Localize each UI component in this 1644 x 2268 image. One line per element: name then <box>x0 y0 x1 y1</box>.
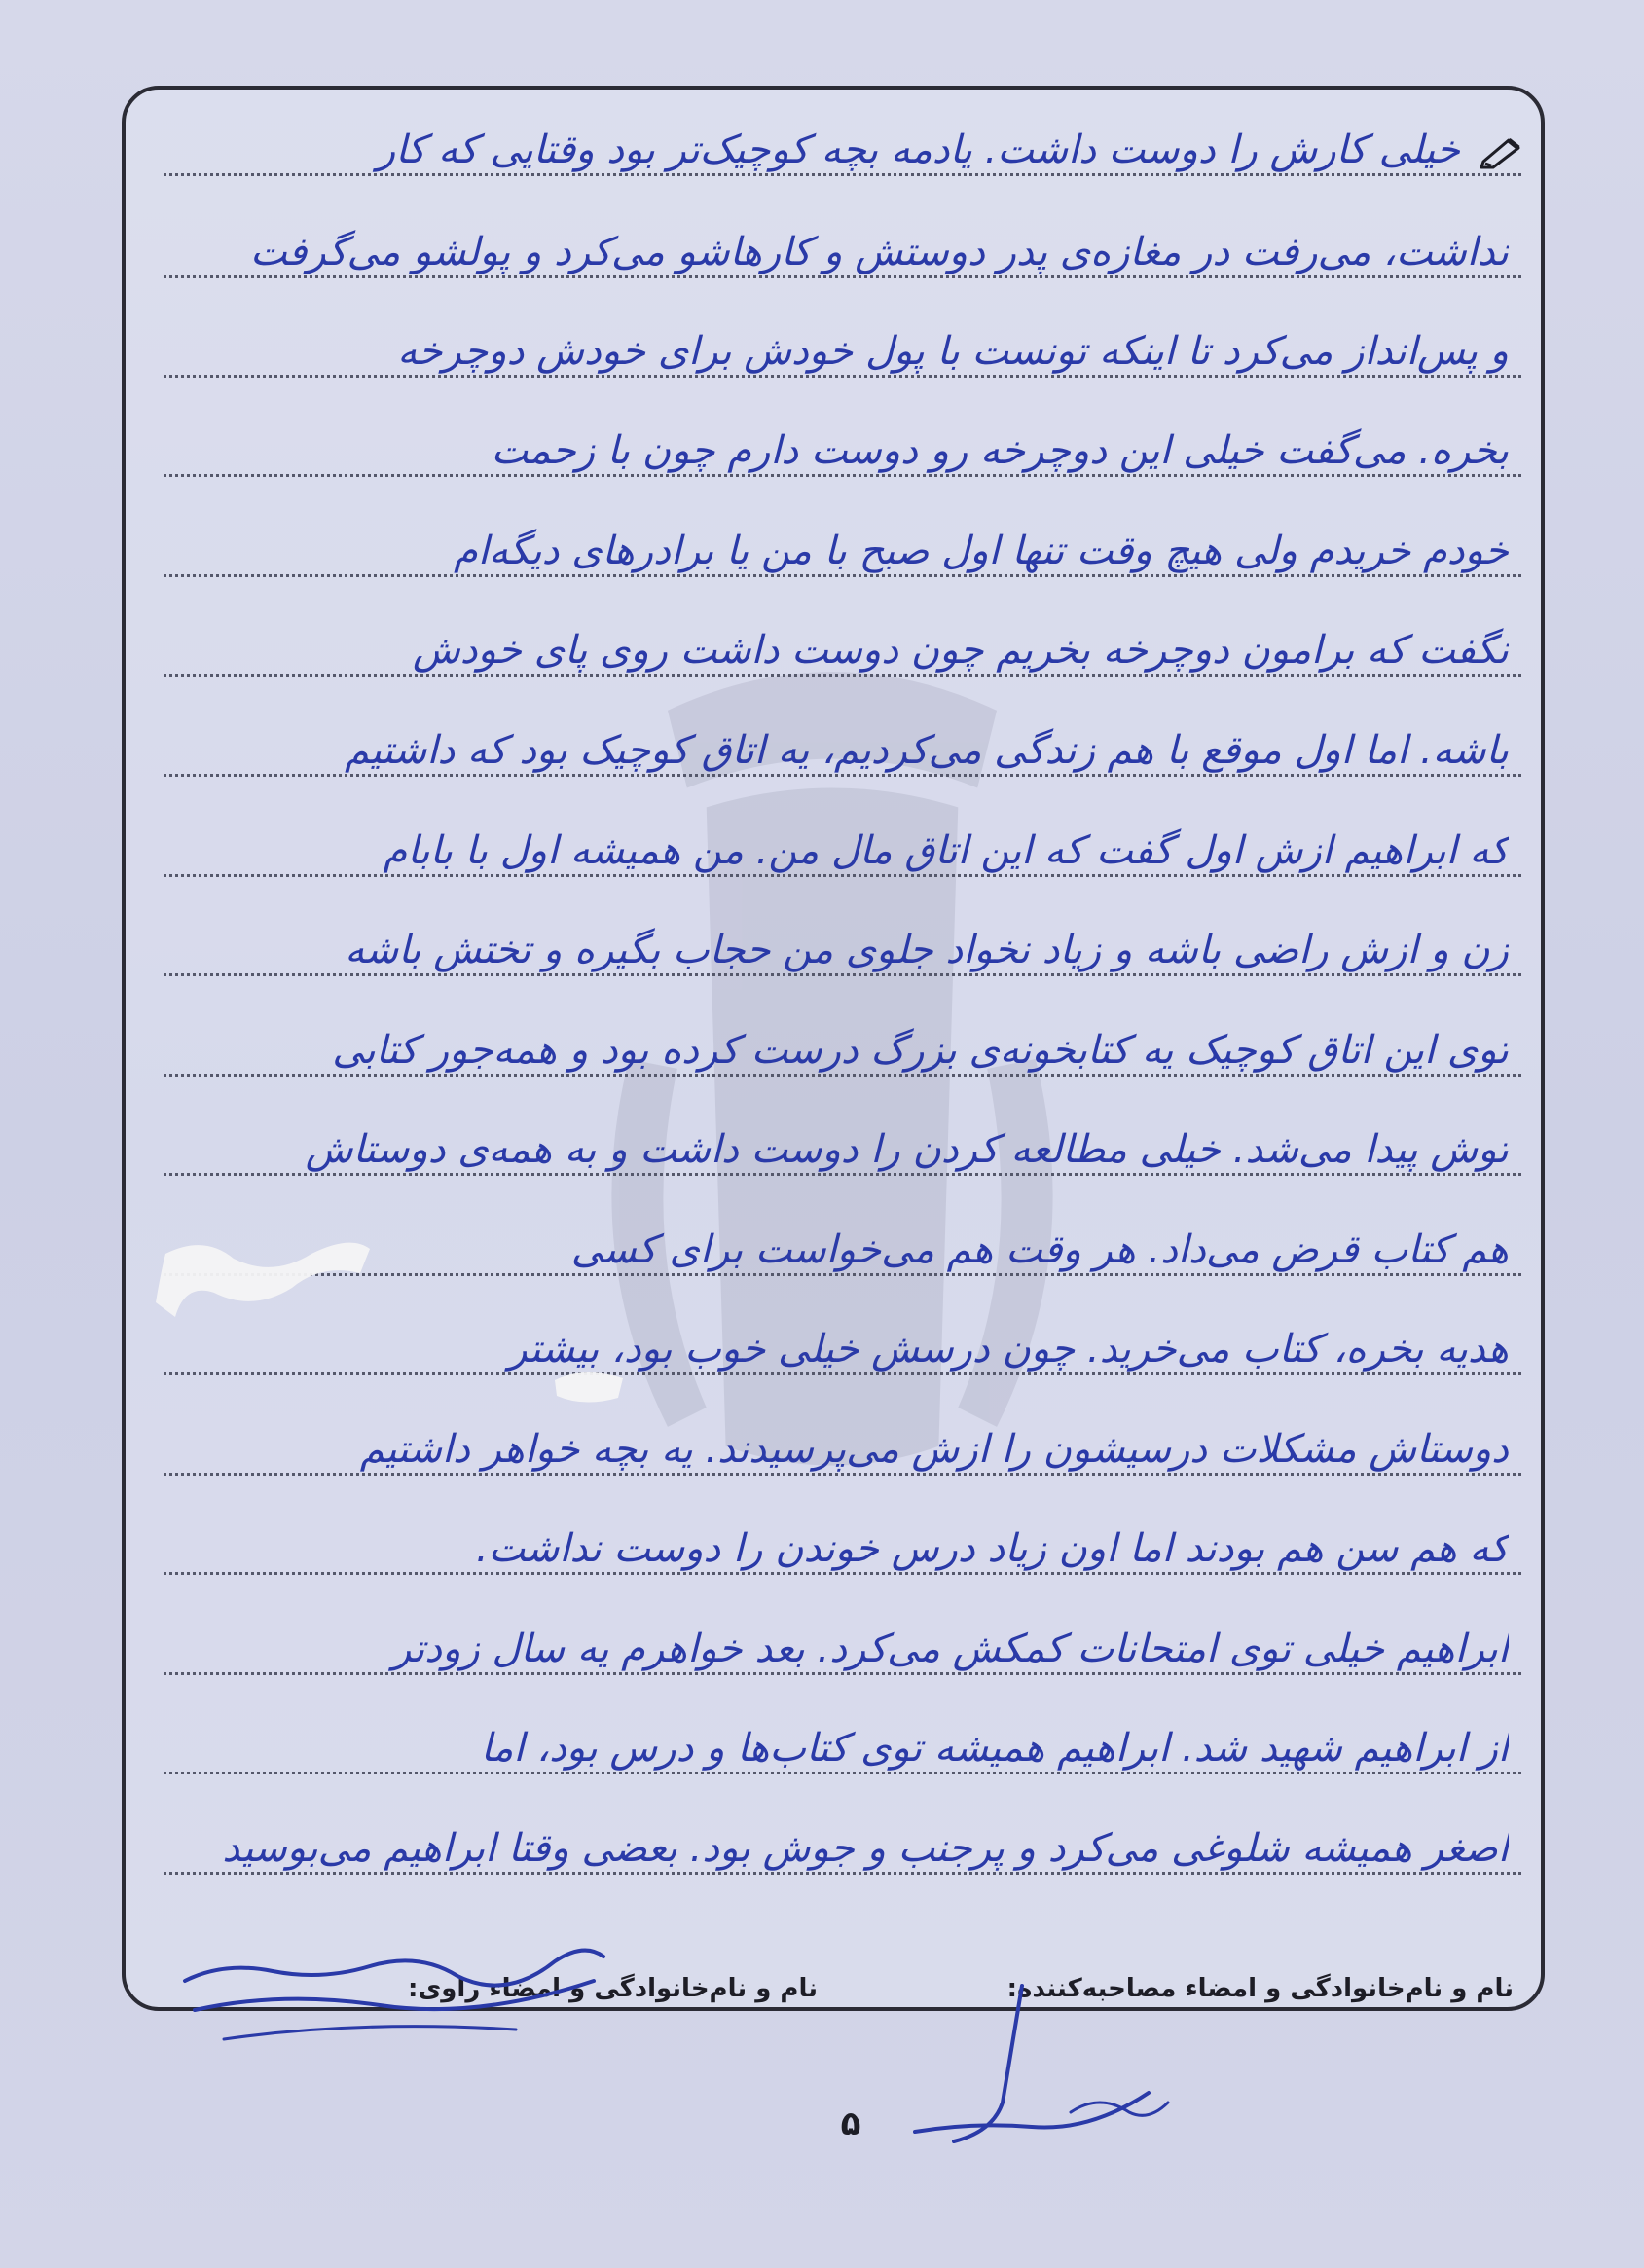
handwritten-line: زن و ازش راضی باشه و زیاد نخواد جلوی من حجاب بگیره و تختش باشه <box>345 928 1509 972</box>
handwritten-line: که هم سن هم بودند اما اون زیاد درس خوندن را دوست نداشت. <box>475 1526 1509 1571</box>
handwritten-line: هدیه بخره، کتاب می‌خرید. چون درسش خیلی خوب بود، بیشتر <box>508 1327 1509 1372</box>
correction-fluid-mark <box>146 1225 380 1332</box>
handwritten-line: نگفت که برامون دوچرخه بخریم چون دوست داشت روی پای خودش <box>412 628 1509 673</box>
page-number: ۵ <box>840 2104 861 2143</box>
handwritten-line: که ابراهیم ازش اول گفت که این اتاق مال من. من همیشه اول با بابام <box>383 828 1509 873</box>
handwritten-line: هم کتاب قرض می‌داد. هر وقت هم می‌خواست برای کسی <box>570 1227 1509 1272</box>
handwritten-line: بخره. می‌گفت خیلی این دوچرخه رو دوست دارم چون با زحمت <box>491 428 1509 473</box>
correction-fluid-mark <box>545 1361 633 1409</box>
handwritten-line: خودم خریدم ولی هیچ وقت تنها اول صبح با من یا برادرهای دیگه‌ام <box>454 529 1509 573</box>
handwritten-line: توش پیدا می‌شد. خیلی مطالعه کردن را دوست داشت و به همه‌ی دوستاش <box>305 1127 1509 1172</box>
narrator-signature-label: نام و نام‌خانوادگی و امضاء راوی: <box>408 1974 818 2003</box>
handwritten-line: خیلی کارش را دوست داشت. یادمه بچه کوچیک‌تر بود وقتایی که کار <box>376 128 1460 172</box>
handwritten-line: نداشت، می‌رفت در مغازه‌ی پدر دوستش و کارهاشو می‌کرد و پولشو می‌گرفت <box>249 230 1509 274</box>
handwritten-line: باشه. اما اول موقع با هم زندگی می‌کردیم، یه اتاق کوچیک بود که داشتیم <box>345 728 1509 773</box>
interviewer-signature-label: نام و نام‌خانوادگی و امضاء مصاحبه‌کننده: <box>1006 1974 1514 2003</box>
handwritten-line: اصغر همیشه شلوغی می‌کرد و پرجنب و جوش بود. بعضی وقتا ابراهیم می‌بوسید <box>222 1826 1509 1871</box>
handwritten-line: دوستاش مشکلات درسیشون را ازش می‌پرسیدند. یه بچه خواهر داشتیم <box>359 1427 1509 1472</box>
handwritten-line: ابراهیم خیلی توی امتحانات کمکش می‌کرد. بعد خواهرم یه سال زودتر <box>392 1627 1509 1671</box>
handwritten-line: توی این اتاق کوچیک یه کتابخونه‌ی بزرگ درست کرده بود و همه‌جور کتابی <box>332 1028 1509 1073</box>
pen-icon <box>1480 136 1522 169</box>
handwritten-line: از ابراهیم شهید شد. ابراهیم همیشه توی کتاب‌ها و درس بود، اما <box>480 1726 1509 1771</box>
handwritten-line: و پس‌انداز می‌کرد تا اینکه تونست با پول خودش برای خودش دوچرخه <box>397 329 1509 374</box>
